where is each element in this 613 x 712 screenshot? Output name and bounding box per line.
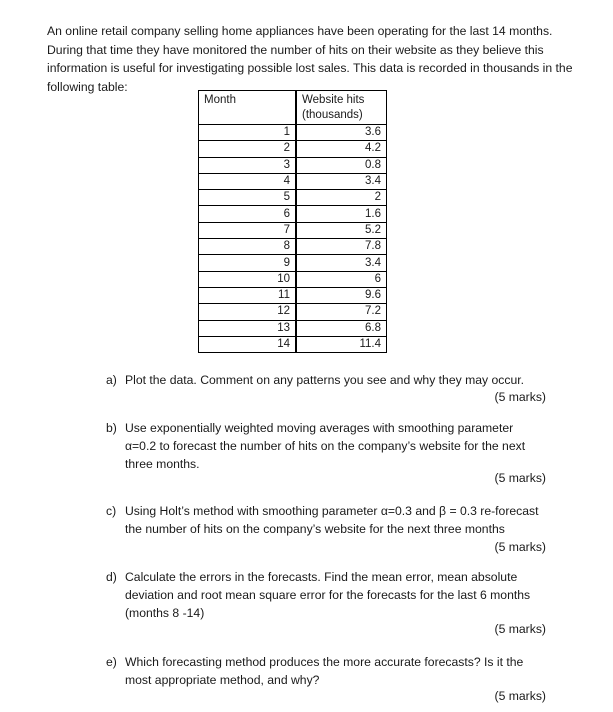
question-line: Plot the data. Comment on any patterns you see and why they may occur. xyxy=(125,373,525,387)
intro-line: following table: xyxy=(47,79,128,94)
table-row xyxy=(199,239,387,255)
question-line: α=0.2 to forecast the number of hits on the company’s website for the next xyxy=(125,439,526,453)
header-line: Website hits xyxy=(302,94,365,106)
question-marks: (5 marks) xyxy=(494,689,546,703)
question-marks: (5 marks) xyxy=(494,622,546,636)
table-row xyxy=(199,157,387,173)
question-a xyxy=(106,371,546,411)
header-website-hits xyxy=(296,91,387,125)
cell-month: 13 xyxy=(199,320,297,336)
cell-hits: 7.8 xyxy=(296,239,387,255)
question-c xyxy=(106,502,546,562)
question-line: Calculate the errors in the forecasts. Find the mean error, mean absolute xyxy=(125,570,518,584)
cell-hits: 3.4 xyxy=(296,255,387,271)
cell-month: 3 xyxy=(199,157,297,173)
cell-month: 14 xyxy=(199,336,297,352)
cell-month: 11 xyxy=(199,287,297,303)
cell-hits: 6.8 xyxy=(296,320,387,336)
table-row xyxy=(199,271,387,287)
header-line: (thousands) xyxy=(302,109,363,121)
table-row xyxy=(199,222,387,238)
question-line: deviation and root mean square error for the forecasts for the last 6 months xyxy=(125,588,531,602)
question-label: d) xyxy=(106,570,117,584)
question-text xyxy=(125,653,546,689)
cell-month: 9 xyxy=(199,255,297,271)
cell-month: 2 xyxy=(199,141,297,157)
table-row xyxy=(199,320,387,336)
table-row xyxy=(199,336,387,352)
table-row xyxy=(199,173,387,189)
question-line: (months 8 -14) xyxy=(125,606,205,620)
table-row xyxy=(199,304,387,320)
question-label: e) xyxy=(106,655,117,669)
cell-month: 1 xyxy=(199,125,297,141)
table-header-row xyxy=(199,91,387,125)
question-marks: (5 marks) xyxy=(494,390,546,404)
question-line: Using Holt’s method with smoothing parameter α=0.3 and β = 0.3 re-forecast xyxy=(125,504,539,518)
cell-month: 10 xyxy=(199,271,297,287)
intro-paragraph xyxy=(47,22,573,96)
question-b xyxy=(106,419,546,499)
header-month: Month xyxy=(199,91,297,125)
cell-hits: 1.6 xyxy=(296,206,387,222)
question-marks: (5 marks) xyxy=(494,471,546,485)
cell-hits: 0.8 xyxy=(296,157,387,173)
cell-hits: 6 xyxy=(296,271,387,287)
table-row xyxy=(199,141,387,157)
cell-month: 12 xyxy=(199,304,297,320)
question-line: Use exponentially weighted moving averages with smoothing parameter xyxy=(125,421,514,435)
cell-hits: 11.4 xyxy=(296,336,387,352)
cell-hits: 4.2 xyxy=(296,141,387,157)
cell-month: 5 xyxy=(199,190,297,206)
question-text xyxy=(125,502,546,538)
cell-hits: 3.6 xyxy=(296,125,387,141)
table-row xyxy=(199,255,387,271)
cell-hits: 9.6 xyxy=(296,287,387,303)
cell-hits: 3.4 xyxy=(296,173,387,189)
cell-month: 8 xyxy=(199,239,297,255)
cell-month: 4 xyxy=(199,173,297,189)
cell-hits: 2 xyxy=(296,190,387,206)
question-label: b) xyxy=(106,421,117,435)
question-line: Which forecasting method produces the more accurate forecasts? Is it the xyxy=(125,655,524,669)
question-label: a) xyxy=(106,373,117,387)
table-row xyxy=(199,190,387,206)
cell-hits: 7.2 xyxy=(296,304,387,320)
table-row xyxy=(199,287,387,303)
intro-line: During that time they have monitored the number of hits on their website as they believe this xyxy=(47,42,544,57)
question-line: most appropriate method, and why? xyxy=(125,673,320,687)
question-marks: (5 marks) xyxy=(494,540,546,554)
question-e xyxy=(106,653,546,703)
intro-line: An online retail company selling home appliances have been operating for the last 14 months. xyxy=(47,24,553,38)
question-line: three months. xyxy=(125,457,200,471)
question-text xyxy=(125,568,546,622)
cell-hits: 5.2 xyxy=(296,222,387,238)
table-row xyxy=(199,206,387,222)
cell-month: 7 xyxy=(199,222,297,238)
question-line: the number of hits on the company’s website for the next three months xyxy=(125,522,505,536)
cell-month: 6 xyxy=(199,206,297,222)
question-d xyxy=(106,568,546,638)
table-row xyxy=(199,125,387,141)
question-text xyxy=(125,419,546,473)
website-hits-table xyxy=(198,90,387,353)
question-label: c) xyxy=(106,504,117,518)
question-text xyxy=(125,371,546,389)
intro-line: information is useful for investigating possible lost sales. This data is recorded in thousands in the xyxy=(47,61,573,75)
